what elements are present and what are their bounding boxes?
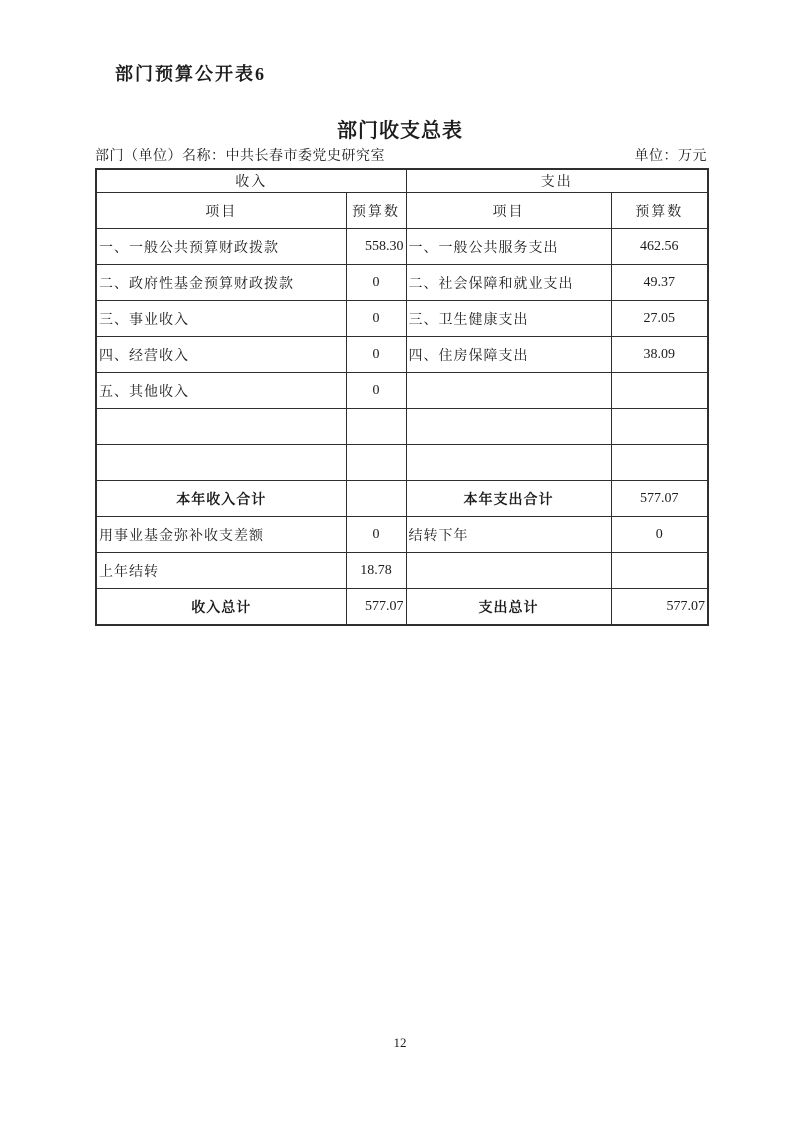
expense-item-column-header: 项目 (406, 193, 611, 229)
table-row (96, 589, 708, 626)
table-row (96, 265, 708, 301)
expense-value-cell: 577.07 (611, 481, 708, 517)
income-value-cell: 0 (346, 373, 406, 409)
expense-item-cell: 结转下年 (406, 517, 611, 553)
expense-item-cell: 支出总计 (406, 589, 611, 626)
expense-value-cell: 38.09 (611, 337, 708, 373)
page-number: 12 (393, 1035, 407, 1050)
doc-label: 部门预算公开表6 (115, 64, 266, 84)
income-item-cell (96, 409, 346, 445)
expense-item-cell (406, 553, 611, 589)
table-body (96, 229, 708, 626)
table-row (96, 481, 708, 517)
income-item-cell: 收入总计 (96, 589, 346, 626)
expense-item-cell (406, 373, 611, 409)
expense-value-cell (611, 409, 708, 445)
income-item-cell: 五、其他收入 (96, 373, 346, 409)
income-item-cell: 三、事业收入 (96, 301, 346, 337)
income-value-cell: 0 (346, 517, 406, 553)
expense-item-cell: 四、住房保障支出 (406, 337, 611, 373)
income-value-cell (346, 409, 406, 445)
expense-value-cell: 49.37 (611, 265, 708, 301)
income-section-header: 收入 (96, 169, 406, 193)
income-item-cell: 四、经营收入 (96, 337, 346, 373)
expense-section-header: 支出 (406, 169, 708, 193)
budget-table (95, 168, 709, 626)
unit-label: 单位：万元 (634, 149, 707, 164)
expense-value-cell: 577.07 (611, 589, 708, 626)
income-value-cell: 577.07 (346, 589, 406, 626)
income-value-cell: 558.30 (346, 229, 406, 265)
section-header-row (96, 169, 708, 193)
income-item-cell: 用事业基金弥补收支差额 (96, 517, 346, 553)
table-row (96, 229, 708, 265)
dept-name-label: 部门（单位）名称：中共长春市委党史研究室 (95, 149, 385, 164)
table-row (96, 553, 708, 589)
income-value-cell: 0 (346, 337, 406, 373)
info-line (95, 145, 707, 165)
column-header-row (96, 193, 708, 229)
income-budget-column-header: 预算数 (346, 193, 406, 229)
table-row (96, 337, 708, 373)
expense-item-cell: 三、卫生健康支出 (406, 301, 611, 337)
table-row (96, 373, 708, 409)
expense-item-cell: 本年支出合计 (406, 481, 611, 517)
income-item-cell: 一、一般公共预算财政拨款 (96, 229, 346, 265)
expense-value-cell: 462.56 (611, 229, 708, 265)
table-row (96, 409, 708, 445)
expense-value-cell (611, 373, 708, 409)
income-value-cell (346, 445, 406, 481)
income-value-cell: 18.78 (346, 553, 406, 589)
table-row (96, 301, 708, 337)
income-item-cell: 本年收入合计 (96, 481, 346, 517)
expense-value-cell: 0 (611, 517, 708, 553)
income-item-cell: 上年结转 (96, 553, 346, 589)
expense-item-cell (406, 409, 611, 445)
expense-item-cell: 二、社会保障和就业支出 (406, 265, 611, 301)
table-row (96, 517, 708, 553)
income-item-cell: 二、政府性基金预算财政拨款 (96, 265, 346, 301)
income-value-cell (346, 481, 406, 517)
table-row (96, 445, 708, 481)
page-title: 部门收支总表 (337, 120, 463, 142)
income-value-cell: 0 (346, 265, 406, 301)
expense-value-cell (611, 445, 708, 481)
expense-value-cell (611, 553, 708, 589)
expense-budget-column-header: 预算数 (611, 193, 708, 229)
income-item-column-header: 项目 (96, 193, 346, 229)
income-value-cell: 0 (346, 301, 406, 337)
expense-item-cell: 一、一般公共服务支出 (406, 229, 611, 265)
income-item-cell (96, 445, 346, 481)
expense-value-cell: 27.05 (611, 301, 708, 337)
expense-item-cell (406, 445, 611, 481)
